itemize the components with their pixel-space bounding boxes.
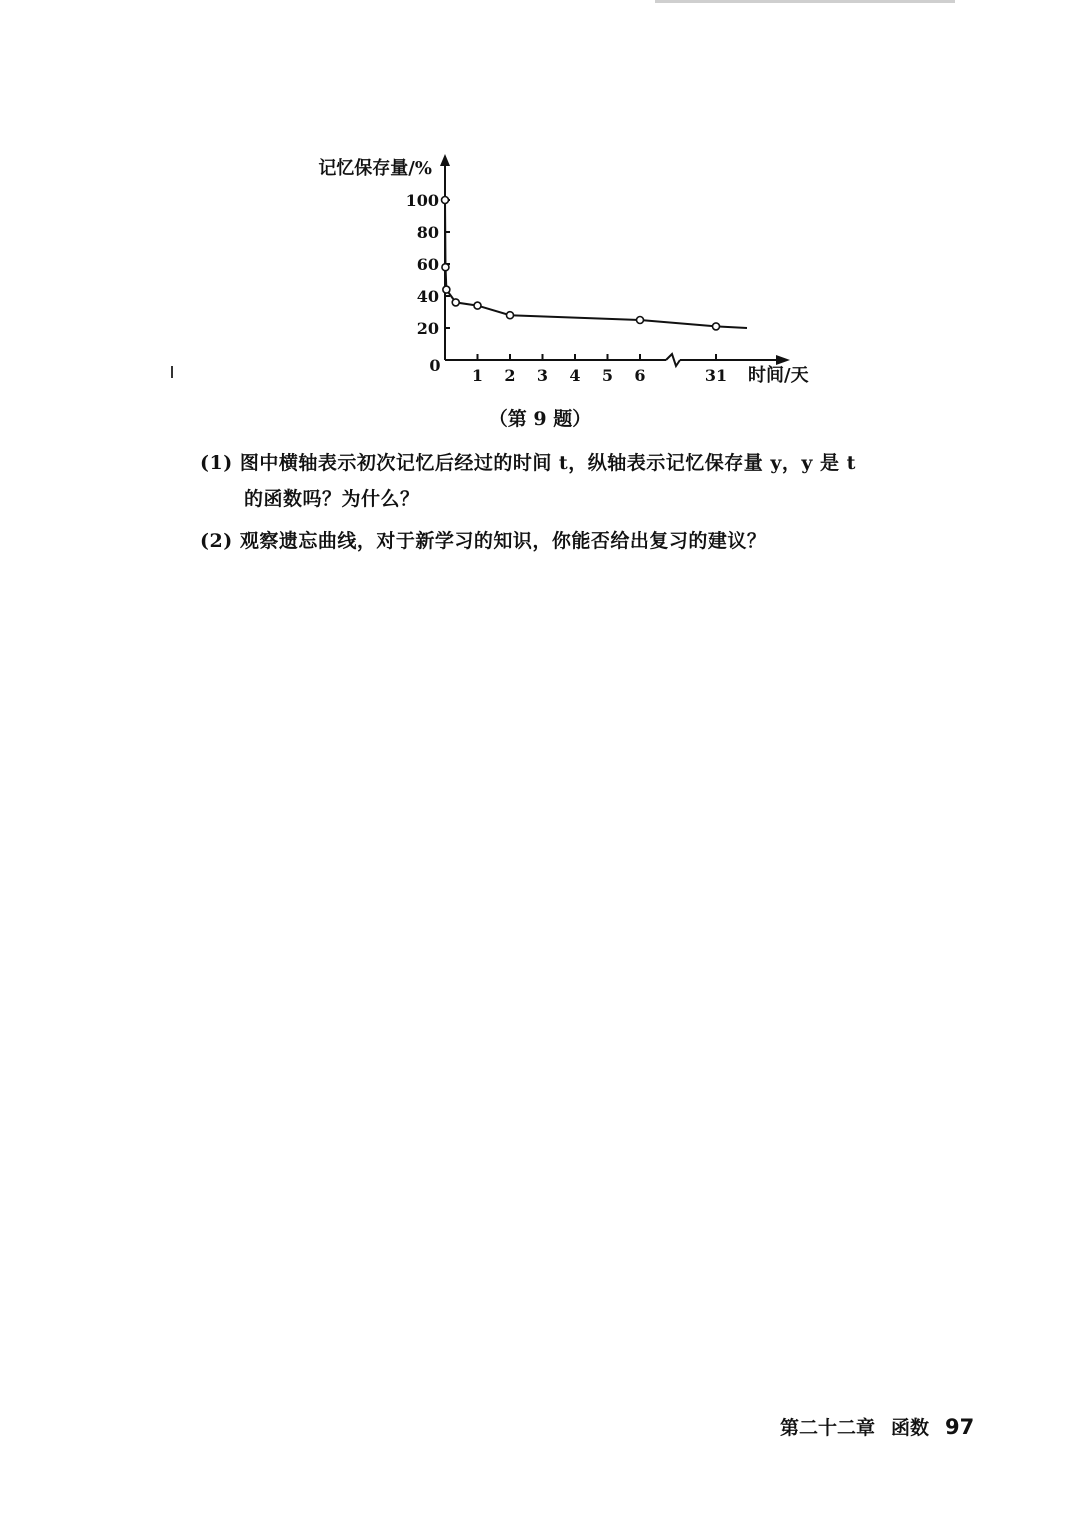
data-point	[452, 299, 459, 306]
footer-section: 函数	[891, 1417, 930, 1439]
origin-label: 0	[429, 356, 441, 375]
series-line	[442, 197, 748, 330]
question-2: (2) 观察遗忘曲线，对于新学习的知识，你能否给出复习的建议？	[200, 530, 767, 552]
y-tick-label: 20	[416, 319, 439, 338]
figure-caption: （第 9 题）	[488, 408, 592, 430]
data-point	[442, 264, 449, 271]
footer-chapter: 第二十二章	[780, 1417, 876, 1439]
data-point	[507, 312, 514, 319]
x-axis	[445, 354, 790, 366]
x-tick-label: 6	[634, 366, 646, 385]
question-1-line-1: (1) 图中横轴表示初次记忆后经过的时间 t，纵轴表示记忆保存量 y，y 是 t	[200, 452, 856, 474]
x-ticks	[472, 354, 727, 385]
y-tick-label: 40	[416, 287, 439, 306]
x-tick-label: 1	[471, 366, 484, 385]
page-footer	[780, 1413, 974, 1440]
x-tick-label: 2	[504, 366, 516, 385]
series-path	[445, 200, 747, 328]
forgetting-curve-chart	[290, 148, 830, 388]
data-point	[637, 317, 644, 324]
data-point	[474, 302, 481, 309]
question-1-line-2: 的函数吗？为什么？	[244, 488, 420, 510]
y-tick-label: 80	[416, 223, 439, 242]
axis-break-mark	[666, 354, 680, 366]
top-edge-rule	[655, 0, 955, 3]
y-tick-label: 100	[405, 191, 439, 210]
data-point	[443, 286, 450, 293]
margin-mark	[171, 366, 173, 378]
data-point	[442, 197, 449, 204]
x-tick-label: 4	[569, 366, 581, 385]
x-tick-label: 3	[536, 366, 549, 385]
x-tick-label: 5	[601, 366, 614, 385]
x-axis-label: 时间/天	[748, 365, 809, 386]
page-number: 97	[945, 1415, 975, 1439]
y-axis-label: 记忆保存量/%	[318, 158, 432, 179]
x-tick-label: 31	[704, 366, 728, 385]
y-tick-label: 60	[416, 255, 439, 274]
data-point	[713, 323, 720, 330]
